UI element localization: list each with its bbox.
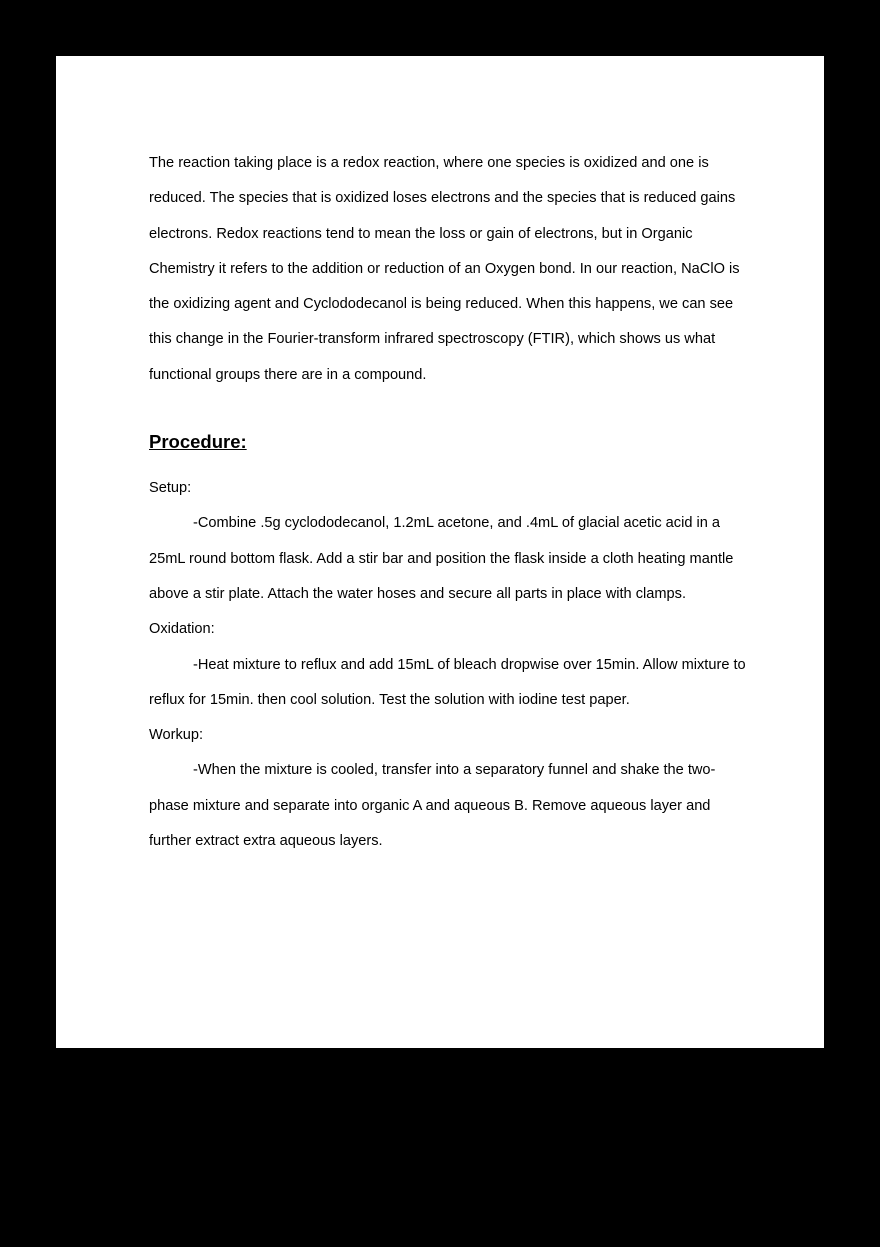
intro-paragraph: The reaction taking place is a redox reaction, where one species is oxidized and one is reduced. The species that is oxidized loses electrons and the species that is reduced gains electrons. Redox reactions tend to mean the loss or gain of electrons, but in Organic Chemistry it refers to the addition or reduction of an Oxygen bond. In our reaction, NaClO is the oxidizing agent and Cyclododecanol is being reduced. When this happens, we can see this change in the Fourier-transform infrared spectroscopy (FTIR), which shows us what functional groups there are in a compound. [149, 155, 740, 383]
page-content [149, 146, 749, 859]
oxidation-text: -Heat mixture to reflux and add 15mL of bleach dropwise over 15min. Allow mixture to reflux for 15min. then cool solution. Test the solution with iodine test paper. [149, 656, 746, 708]
workup-text: -When the mixture is cooled, transfer into a separatory funnel and shake the two-phase mixture and separate into organic A and aqueous B. Remove aqueous layer and further extract extra aqueous layers. [149, 762, 716, 850]
document-page [56, 56, 824, 1048]
oxidation-label: Oxidation: [149, 621, 215, 638]
setup-text: -Combine .5g cyclododecanol, 1.2mL acetone, and .4mL of glacial acetic acid in a 25mL round bottom flask. Add a stir bar and position the flask inside a cloth heating mantle above a stir plate. Attach the water hoses and secure all parts in place with clamps. [149, 515, 734, 602]
setup-label: Setup: [149, 480, 192, 497]
procedure-heading: Procedure: [149, 431, 247, 453]
workup-label: Workup: [149, 727, 204, 744]
